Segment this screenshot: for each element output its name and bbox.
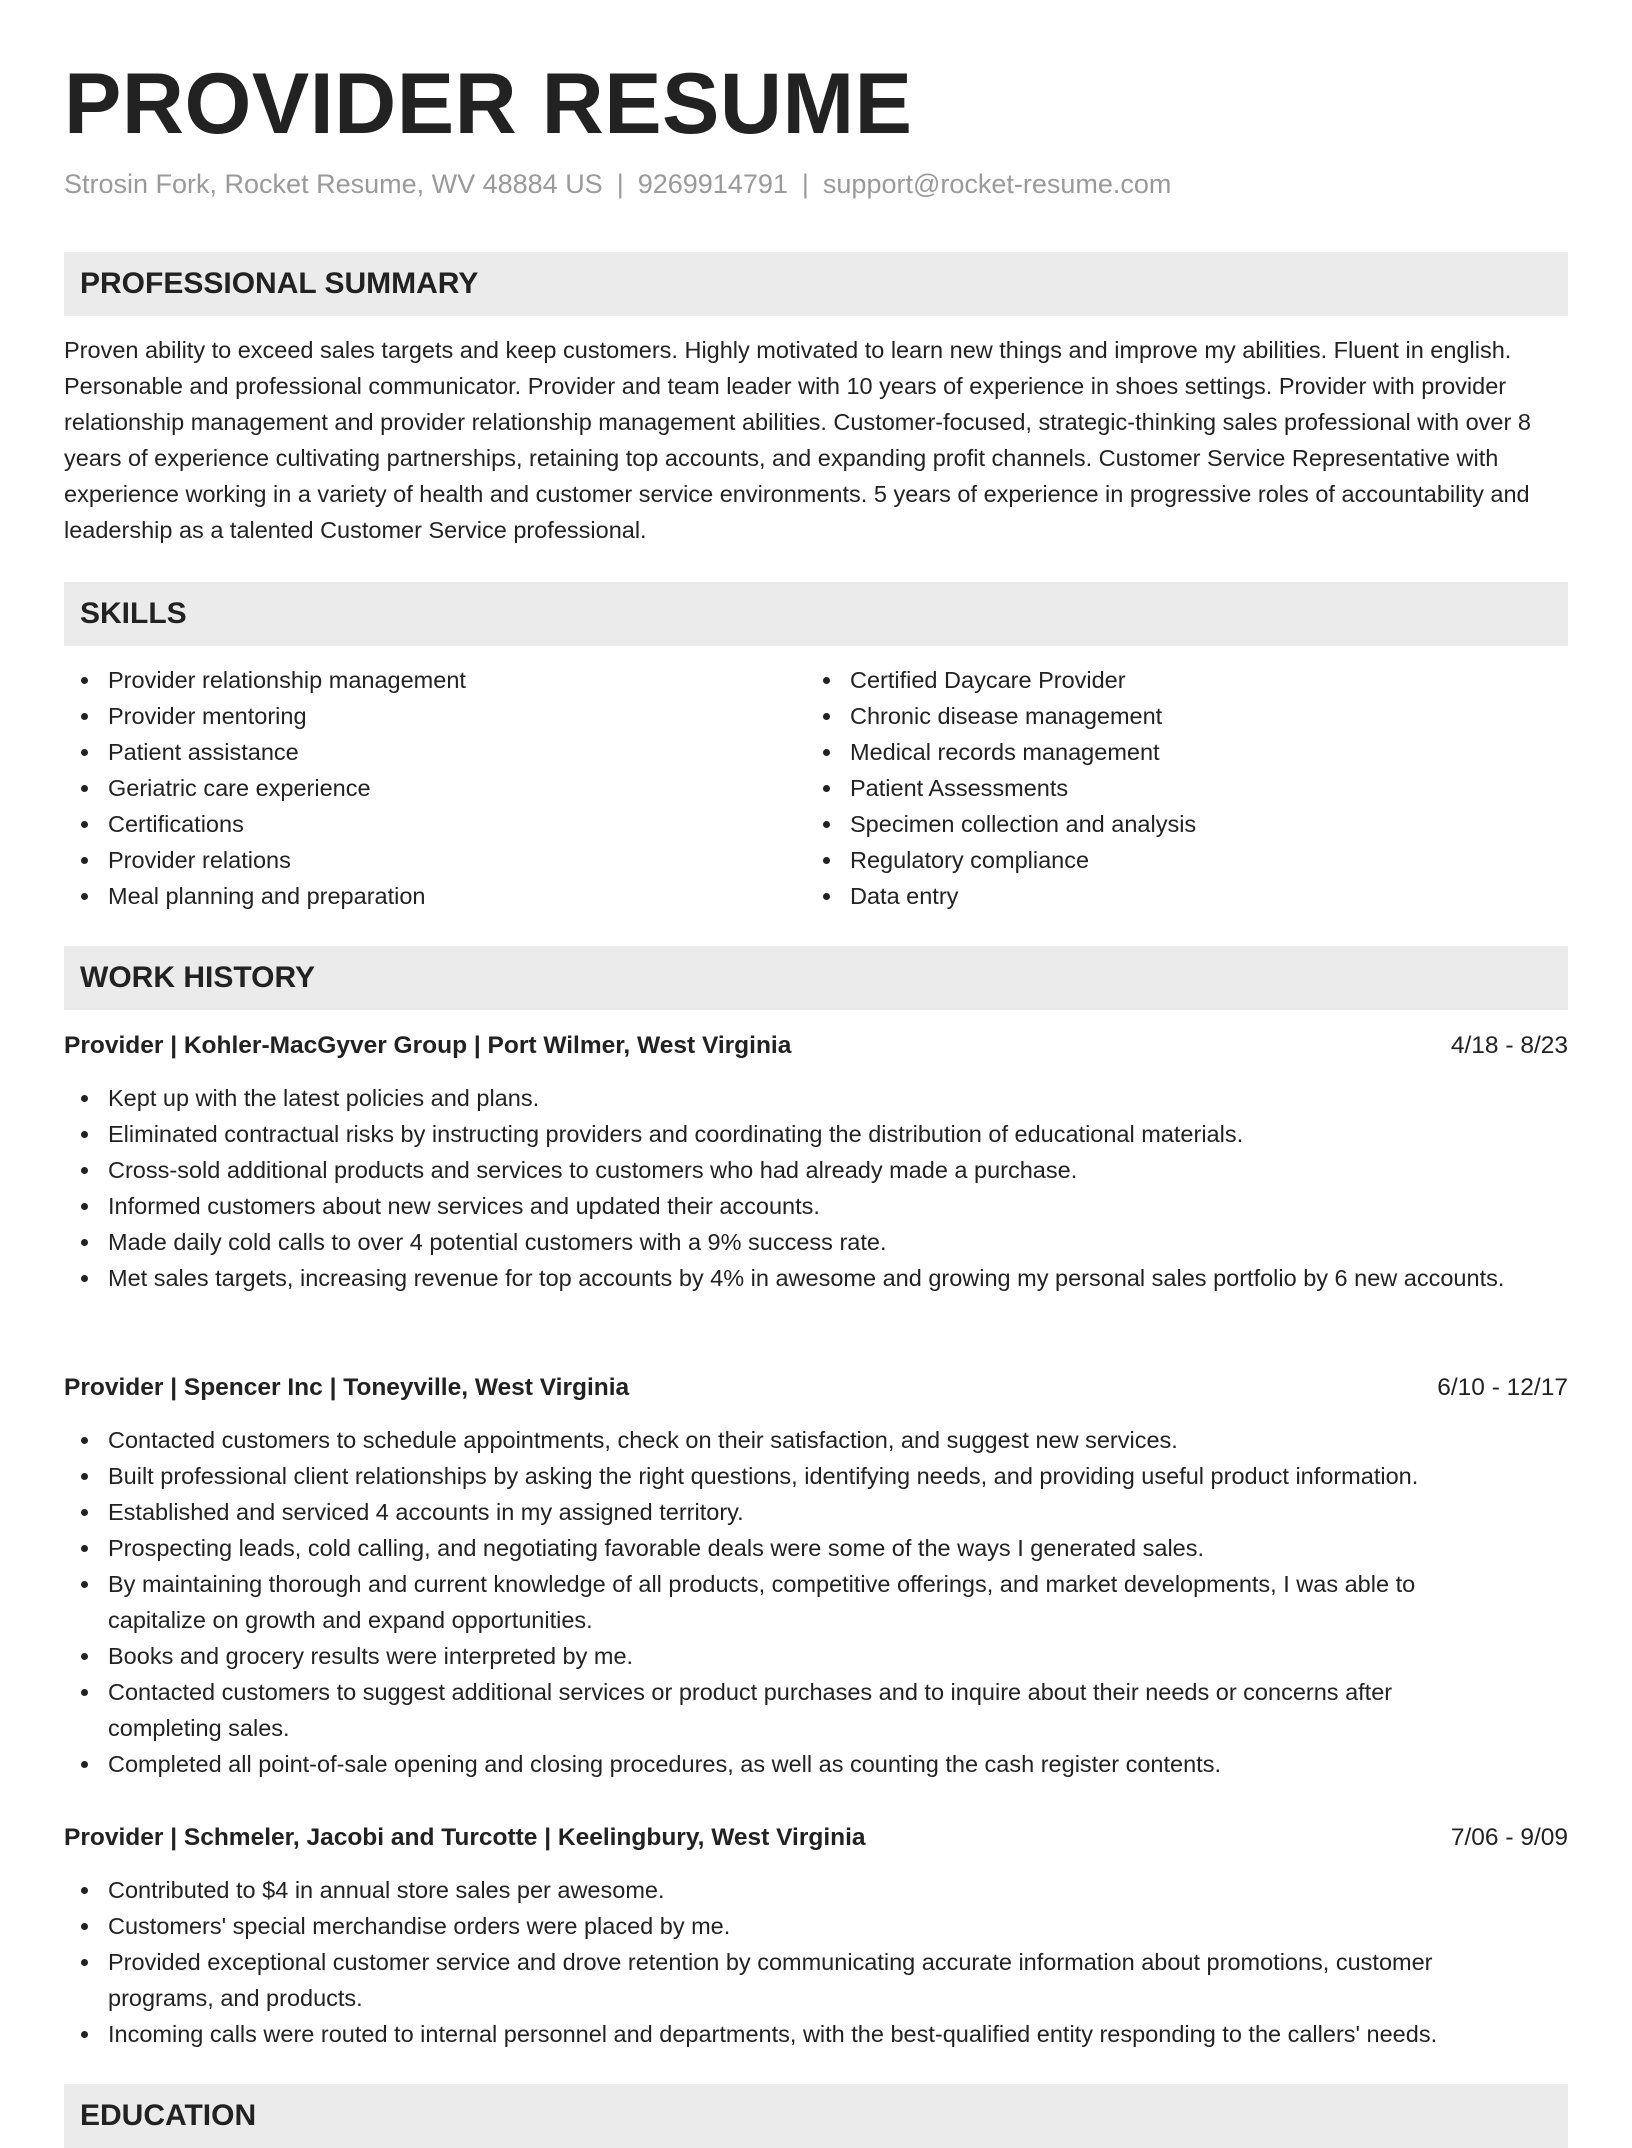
- summary-section-header: [64, 252, 1568, 316]
- job-duty: Books and grocery results were interpreted by me.: [64, 1638, 1568, 1674]
- skill-item: Specimen collection and analysis: [806, 806, 1196, 842]
- job-entry: [64, 1820, 1568, 2052]
- skill-item: Certified Daycare Provider: [806, 662, 1196, 698]
- job-header: [64, 1028, 1568, 1064]
- skills-heading: SKILLS: [80, 597, 187, 630]
- contact-separator: |: [616, 169, 624, 199]
- job-duties: [64, 1080, 1568, 1296]
- education-heading: EDUCATION: [80, 2099, 257, 2132]
- job-duty: Met sales targets, increasing revenue for top accounts by 4% in awesome and growing my personal sales portfolio by 6 new accounts.: [64, 1260, 1568, 1296]
- skill-item: Patient Assessments: [806, 770, 1196, 806]
- job-duty: Completed all point-of-sale opening and closing procedures, as well as counting the cash register contents.: [64, 1746, 1568, 1782]
- contact-phone: 9269914791: [637, 169, 788, 199]
- job-duty: Provided exceptional customer service and drove retention by communicating accurate information about promotions, customer programs, and products.: [64, 1944, 1568, 2016]
- job-header: [64, 1820, 1568, 1856]
- job-duty: By maintaining thorough and current knowledge of all products, competitive offerings, and market developments, I was able to capitalize on growth and expand opportunities.: [64, 1566, 1568, 1638]
- skill-item: Regulatory compliance: [806, 842, 1196, 878]
- job-entry: [64, 1028, 1568, 1296]
- contact-address: Strosin Fork, Rocket Resume, WV 48884 US: [64, 169, 603, 199]
- skill-item: Data entry: [806, 878, 1196, 914]
- work-history-heading: WORK HISTORY: [80, 961, 316, 994]
- job-entry: [64, 1370, 1568, 1782]
- job-duty: Prospecting leads, cold calling, and negotiating favorable deals were some of the ways I generated sales.: [64, 1530, 1568, 1566]
- skill-item: Provider relationship management: [64, 662, 466, 698]
- job-duty: Informed customers about new services and updated their accounts.: [64, 1188, 1568, 1224]
- skill-item: Certifications: [64, 806, 466, 842]
- job-header: [64, 1370, 1568, 1406]
- skills-column-left: [64, 662, 466, 914]
- contact-separator: |: [801, 169, 809, 199]
- contact-email: support@rocket-resume.com: [822, 169, 1172, 199]
- job-title: Provider | Kohler-MacGyver Group | Port Wilmer, West Virginia: [64, 1032, 792, 1059]
- job-duties: [64, 1872, 1568, 2052]
- summary-heading: PROFESSIONAL SUMMARY: [80, 267, 479, 300]
- job-duty: Built professional client relationships by asking the right questions, identifying needs, and providing useful product information.: [64, 1458, 1568, 1494]
- page-title: PROVIDER RESUME: [64, 56, 913, 152]
- job-duty: Kept up with the latest policies and plans.: [64, 1080, 1568, 1116]
- job-duty: Made daily cold calls to over 4 potential customers with a 9% success rate.: [64, 1224, 1568, 1260]
- job-title: Provider | Spencer Inc | Toneyville, West Virginia: [64, 1374, 630, 1401]
- skill-item: Meal planning and preparation: [64, 878, 466, 914]
- job-duties: [64, 1422, 1568, 1782]
- skills-section-header: [64, 582, 1568, 646]
- skills-column-right: [806, 662, 1196, 914]
- skill-item: Patient assistance: [64, 734, 466, 770]
- job-duty: Cross-sold additional products and services to customers who had already made a purchase.: [64, 1152, 1568, 1188]
- education-section-header: [64, 2084, 1568, 2148]
- job-duty: Contributed to $4 in annual store sales per awesome.: [64, 1872, 1568, 1908]
- job-duty: Customers' special merchandise orders were placed by me.: [64, 1908, 1568, 1944]
- work-history-section-header: [64, 946, 1568, 1010]
- skill-item: Medical records management: [806, 734, 1196, 770]
- skill-item: Provider relations: [64, 842, 466, 878]
- skill-item: Provider mentoring: [64, 698, 466, 734]
- job-duty: Contacted customers to schedule appointments, check on their satisfaction, and suggest new services.: [64, 1422, 1568, 1458]
- contact-line: [64, 166, 1171, 202]
- job-title: Provider | Schmeler, Jacobi and Turcotte | Keelingbury, West Virginia: [64, 1824, 866, 1851]
- job-duty: Eliminated contractual risks by instructing providers and coordinating the distribution of educational materials.: [64, 1116, 1568, 1152]
- job-dates: 4/18 - 8/23: [1450, 1032, 1568, 1059]
- job-duty: Contacted customers to suggest additional services or product purchases and to inquire about their needs or concerns after completing sales.: [64, 1674, 1568, 1746]
- skill-item: Geriatric care experience: [64, 770, 466, 806]
- job-dates: 7/06 - 9/09: [1450, 1824, 1568, 1851]
- job-duty: Incoming calls were routed to internal personnel and departments, with the best-qualified entity responding to the callers' needs.: [64, 2016, 1568, 2052]
- job-duty: Established and serviced 4 accounts in my assigned territory.: [64, 1494, 1568, 1530]
- summary-text: Proven ability to exceed sales targets and keep customers. Highly motivated to learn new things and improve my abilities. Fluent in english. Personable and professional communicator. Provider and team leader with 10 years of experience in shoes settings. Provider with provider relationship management and provider relationship management abilities. Customer-focused, strategic-thinking sales professional with over 8 years of experience cultivating partnerships, retaining top accounts, and expanding profit channels. Customer Service Representative with experience working in a variety of health and customer service environments. 5 years of experience in progressive roles of accountability and leadership as a talented Customer Service professional.: [64, 337, 1531, 543]
- skill-item: Chronic disease management: [806, 698, 1196, 734]
- job-dates: 6/10 - 12/17: [1437, 1374, 1568, 1401]
